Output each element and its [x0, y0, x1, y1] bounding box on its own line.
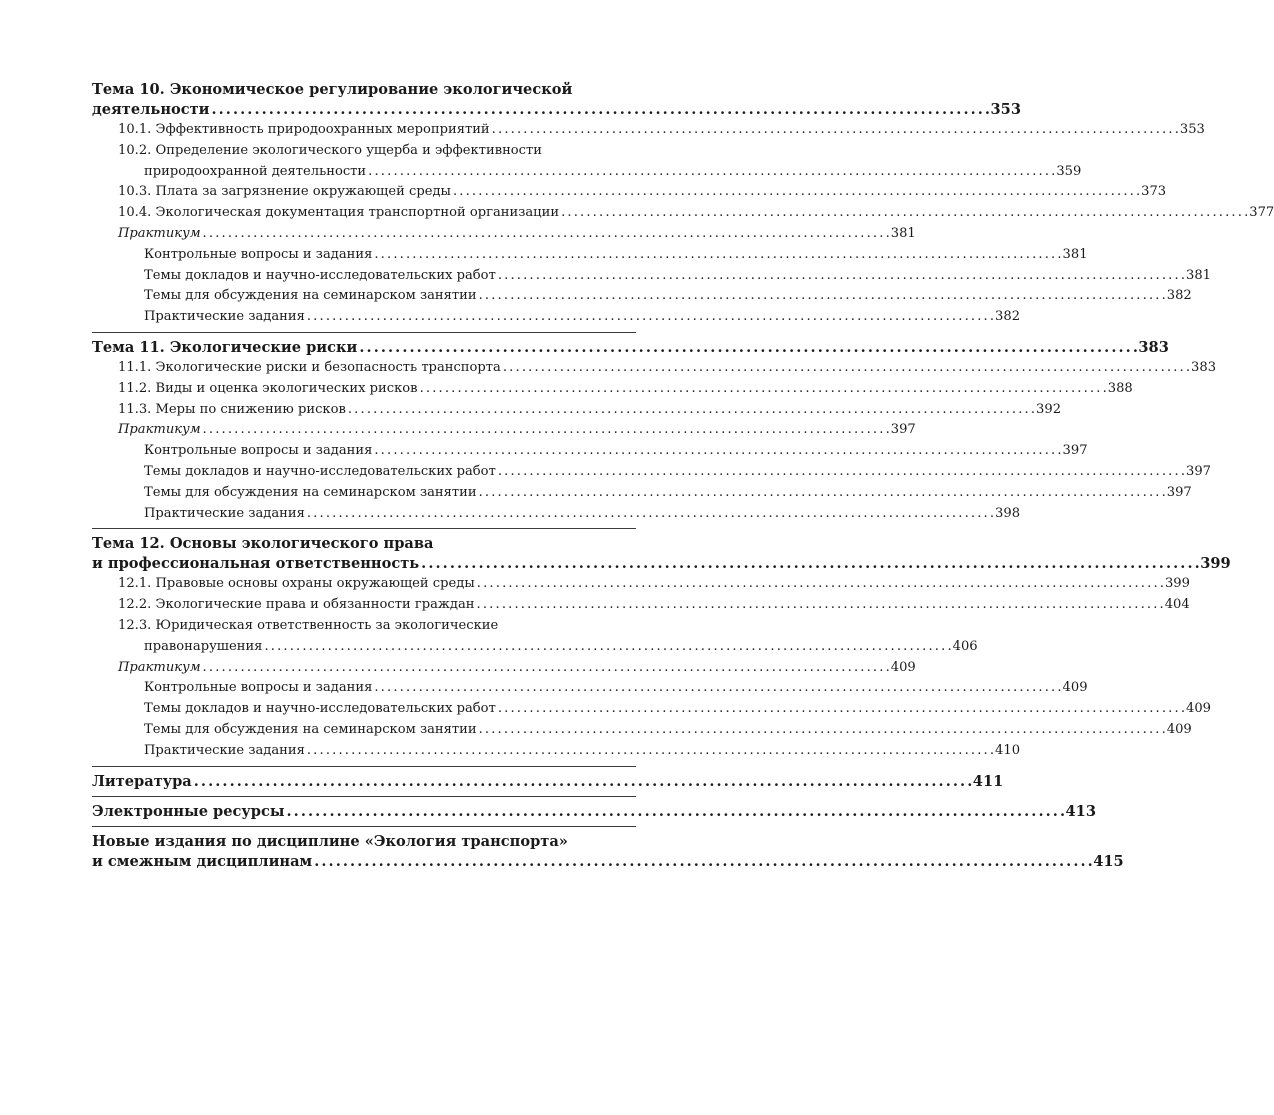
dot-leader [264, 637, 950, 658]
dot-leader [374, 245, 1060, 266]
toc-subitem-11-3[interactable] [92, 483, 1192, 504]
toc-section-12-2[interactable] [92, 595, 1190, 616]
toc-section-10-3[interactable] [92, 182, 1167, 203]
dot-leader [561, 203, 1247, 224]
toc-entry-title: Практические задания [144, 309, 305, 325]
toc-literature[interactable] [92, 772, 1004, 792]
toc-page-number: 397 [890, 422, 916, 438]
toc-page-number: 388 [1107, 380, 1133, 396]
toc-entry-title: деятельности [92, 101, 210, 118]
toc-page-number: 381 [890, 225, 916, 241]
toc-page-number: 399 [1200, 555, 1231, 573]
toc-page-number: 410 [995, 742, 1021, 758]
toc-subitem-12-2[interactable] [92, 699, 1211, 720]
toc-subitem-10-2[interactable] [92, 266, 1211, 287]
toc-entry-title: Контрольные вопросы и задания [144, 246, 373, 262]
dot-leader [477, 595, 1163, 616]
dot-leader [492, 120, 1178, 141]
toc-page-number: 382 [995, 309, 1021, 325]
dot-leader [307, 504, 993, 525]
toc-page-number: 392 [1036, 401, 1062, 417]
toc-entry-title: 11.2. Виды и оценка экологических рисков [118, 380, 418, 396]
toc-page-number: 397 [1186, 463, 1211, 479]
toc-page-number: 383 [1138, 338, 1169, 356]
dot-leader [421, 554, 1198, 574]
toc-page-number: 404 [1164, 597, 1190, 613]
divider [92, 766, 636, 767]
toc-entry-title: Темы для обсуждения на семинарском занятии [144, 288, 477, 304]
dot-leader [374, 678, 1060, 699]
toc-topic-12-title-line1: Тема 12. Основы экологического права [92, 535, 434, 553]
toc-section-10-2[interactable] [92, 162, 1082, 183]
toc-subitem-10-1[interactable] [92, 245, 1088, 266]
toc-electronic-resources[interactable] [92, 802, 1096, 822]
toc-section-12-3[interactable] [92, 637, 978, 658]
toc-topic-10-title-line1: Тема 10. Экономическое регулирование экологической [92, 81, 573, 98]
toc-entry-title: и смежным дисциплинам [92, 852, 313, 870]
toc-section-10-4[interactable] [92, 203, 1274, 224]
toc-entry-title: Практикум [118, 659, 201, 675]
toc-entry-title: и профессиональная ответственность [92, 555, 420, 573]
dot-leader [477, 574, 1163, 595]
divider [92, 796, 636, 797]
toc-page-number: 406 [952, 638, 978, 654]
toc-page-number: 377 [1249, 205, 1274, 221]
toc-subitem-10-3[interactable] [92, 286, 1192, 307]
toc-page-number: 399 [1164, 576, 1190, 592]
dot-leader [359, 338, 1136, 358]
toc-entry-title: Практические задания [144, 742, 305, 758]
toc-entry-title: 12.1. Правовые основы охраны окружающей среды [118, 576, 475, 592]
dot-leader [498, 266, 1184, 287]
toc-practicum-12[interactable] [92, 658, 916, 679]
toc-entry-title: Темы докладов и научно-исследовательских работ [144, 463, 496, 479]
toc-subitem-11-1[interactable] [92, 441, 1088, 462]
toc-page-number: 415 [1093, 852, 1124, 870]
toc-entry-title: Практикум [118, 225, 201, 241]
dot-leader [503, 358, 1189, 379]
toc-entry-title: Литература [92, 772, 192, 790]
toc-topic-10[interactable] [92, 100, 1021, 120]
toc-entry-title: природоохранной деятельности [144, 163, 367, 179]
toc-entry-title: 11.3. Меры по снижению рисков [118, 401, 346, 417]
toc-page-number: 397 [1062, 443, 1088, 459]
dot-leader [498, 462, 1184, 483]
toc-subitem-12-4[interactable] [92, 741, 1021, 762]
toc-entry-title: Темы докладов и научно-исследовательских работ [144, 701, 496, 717]
toc-entry-title: Темы для обсуждения на семинарском занятии [144, 721, 477, 737]
toc-entry-title: 10.4. Экологическая документация транспортной организации [118, 205, 560, 221]
toc-entry-title: Темы докладов и научно-исследовательских работ [144, 267, 496, 283]
toc-subitem-11-2[interactable] [92, 462, 1211, 483]
toc-practicum-10[interactable] [92, 224, 916, 245]
toc-section-12-3-line1: 12.3. Юридическая ответственность за экологические [118, 617, 499, 633]
toc-entry-title: 12.2. Экологические права и обязанности граждан [118, 597, 475, 613]
dot-leader [307, 741, 993, 762]
toc-page-number: 381 [1186, 267, 1211, 283]
toc-subitem-11-4[interactable] [92, 504, 1021, 525]
toc-topic-12[interactable] [92, 554, 1231, 574]
divider [92, 332, 636, 333]
toc-section-12-1[interactable] [92, 574, 1190, 595]
toc-entry-title: 11.1. Экологические риски и безопасность транспорта [118, 359, 501, 375]
toc-section-11-1[interactable] [92, 358, 1217, 379]
toc-entry-title: Контрольные вопросы и задания [144, 680, 373, 696]
toc-section-11-2[interactable] [92, 379, 1133, 400]
dot-leader [203, 658, 889, 679]
dot-leader [314, 852, 1091, 872]
toc-page-number: 353 [990, 101, 1021, 118]
dot-leader [211, 100, 988, 120]
toc-topic-11[interactable] [92, 338, 1169, 358]
dot-leader [368, 162, 1054, 183]
toc-page-number: 409 [1186, 701, 1211, 717]
toc-page-number: 413 [1065, 802, 1096, 820]
toc-section-10-2-line1: 10.2. Определение экологического ущерба и эффективности [118, 142, 542, 158]
table-of-contents [92, 80, 1274, 872]
toc-subitem-12-3[interactable] [92, 720, 1192, 741]
toc-practicum-11[interactable] [92, 420, 916, 441]
dot-leader [287, 802, 1064, 822]
toc-page-number: 382 [1166, 288, 1192, 304]
toc-entry-title: Тема 11. Экологические риски [92, 338, 358, 356]
toc-page-number: 409 [890, 659, 916, 675]
toc-page-number: 409 [1062, 680, 1088, 696]
toc-new-editions-line1: Новые издания по дисциплине «Экология транспорта» [92, 832, 568, 850]
toc-entry-title: 10.1. Эффективность природоохранных мероприятий [118, 122, 490, 137]
dot-leader [203, 224, 889, 245]
toc-entry-title: правонарушения [144, 638, 263, 654]
dot-leader [374, 441, 1060, 462]
toc-entry-title: 10.3. Плата за загрязнение окружающей среды [118, 184, 451, 200]
toc-entry-title: Практикум [118, 422, 201, 438]
toc-page-number: 398 [995, 505, 1021, 521]
toc-entry-title: Электронные ресурсы [92, 802, 285, 820]
toc-page-number: 381 [1062, 246, 1088, 262]
dot-leader [479, 483, 1165, 504]
dot-leader [420, 379, 1106, 400]
dot-leader [194, 772, 971, 792]
toc-page-number: 359 [1056, 163, 1082, 179]
toc-entry-title: Темы для обсуждения на семинарском занятии [144, 484, 477, 500]
divider [92, 826, 636, 827]
dot-leader [307, 307, 993, 328]
dot-leader [203, 420, 889, 441]
dot-leader [498, 699, 1184, 720]
toc-entry-title: Контрольные вопросы и задания [144, 443, 373, 459]
dot-leader [479, 286, 1165, 307]
dot-leader [453, 182, 1139, 203]
toc-section-10-1[interactable] [92, 120, 1205, 141]
toc-new-editions[interactable] [92, 852, 1124, 872]
toc-page-number: 383 [1191, 359, 1217, 375]
toc-page-number: 397 [1166, 484, 1192, 500]
toc-entry-title: Практические задания [144, 505, 305, 521]
toc-section-11-3[interactable] [92, 400, 1062, 421]
dot-leader [479, 720, 1165, 741]
divider [92, 528, 636, 529]
toc-page-number: 409 [1166, 721, 1192, 737]
toc-page-number: 373 [1141, 184, 1167, 200]
toc-subitem-10-4[interactable] [92, 307, 1021, 328]
toc-subitem-12-1[interactable] [92, 678, 1088, 699]
dot-leader [348, 400, 1034, 421]
toc-page-number: 353 [1179, 122, 1205, 137]
toc-page-number: 411 [972, 772, 1004, 790]
